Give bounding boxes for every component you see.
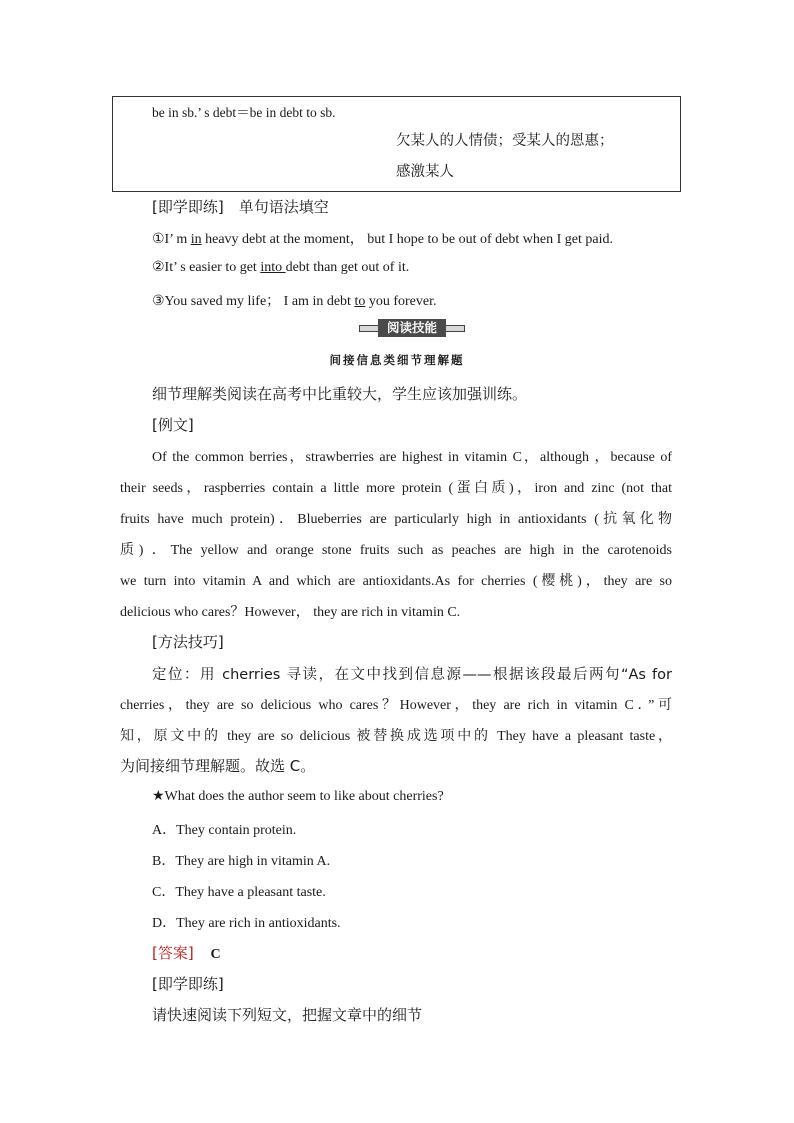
- answer-label: [答案]: [152, 944, 194, 962]
- sentence-text: you forever.: [365, 294, 437, 309]
- example-label: [例文]: [152, 416, 194, 434]
- sentence-text: ①I’ m: [152, 232, 191, 247]
- example-line-2: their seeds，raspberries contain a little more protein (蛋白质)，iron and zinc (not that: [120, 481, 672, 496]
- practice-sentence-2: [152, 259, 409, 276]
- section-badge: [359, 319, 465, 337]
- method-line-2: cherries，they are so delicious who cares？However，they are rich in vitamin C．”可: [120, 698, 672, 713]
- vocabulary-box: [112, 96, 681, 192]
- intro-text: 细节理解类阅读在高考中比重较大，学生应该加强训练。: [152, 385, 528, 403]
- phrase-meaning-1: 欠某人的人情债；受某人的恩惠；: [396, 133, 614, 149]
- practice-sentence-3: [152, 290, 437, 310]
- section-subtitle: 间接信息类细节理解题: [329, 353, 465, 367]
- practice2-heading: [即学即练]: [152, 975, 224, 993]
- sentence-text: ②It’ s easier to get: [152, 260, 261, 275]
- answer-blank: into: [260, 260, 286, 275]
- example-line-6: delicious who cares？However， they are rich in vitamin C.: [120, 605, 461, 620]
- phrase-meaning-2: 感激某人: [396, 164, 454, 180]
- practice-sentence-1: [152, 228, 613, 248]
- practice2-instruction: 请快速阅读下列短文，把握文章中的细节: [152, 1006, 423, 1024]
- option-c: C．They have a pleasant taste.: [152, 885, 326, 900]
- example-line-4: 质) ．The yellow and orange stone fruits such as peaches are high in the carotenoids: [120, 543, 672, 558]
- method-label: [方法技巧]: [152, 633, 224, 651]
- sentence-text: debt than get out of it.: [285, 260, 410, 275]
- method-line-3: 知，原文中的 they are so delicious 被替换成选项中的 They have a pleasant taste，: [120, 729, 672, 744]
- example-line-5: we turn into vitamin A and which are antioxidants.As for cherries (樱桃)，they are so: [120, 574, 672, 589]
- sentence-text: ③You saved my life； I am in debt: [152, 294, 355, 309]
- option-b: B．They are high in vitamin A.: [152, 854, 331, 869]
- answer-value: C: [210, 947, 221, 962]
- example-line-1: Of the common berries，strawberries are highest in vitamin C，although ，because of: [152, 450, 672, 465]
- phrase-definition: be in sb.’ s debt＝be in debt to sb.: [152, 105, 336, 120]
- sentence-text: heavy debt at the moment， but I hope to be out of debt when I get paid.: [201, 232, 613, 247]
- method-line-1: 定位：用 cherries 寻读，在文中找到信息源——根据该段最后两句“As for: [152, 667, 672, 683]
- question-stem: ★What does the author seem to like about cherries?: [152, 789, 444, 804]
- answer-blank: in: [190, 232, 202, 247]
- option-d: D．They are rich in antioxidants.: [152, 916, 341, 931]
- answer-blank: to: [354, 294, 366, 309]
- method-line-4: 为间接细节理解题。故选 C。: [120, 757, 316, 775]
- answer-line: [152, 942, 221, 963]
- option-a: A．They contain protein.: [152, 823, 297, 838]
- badge-label: 阅读技能: [378, 319, 446, 337]
- practice-heading: [即学即练] 单句语法填空: [152, 198, 329, 216]
- example-line-3: fruits have much protein)．Blueberries are particularly high in antioxidants (抗氧化物: [120, 512, 672, 527]
